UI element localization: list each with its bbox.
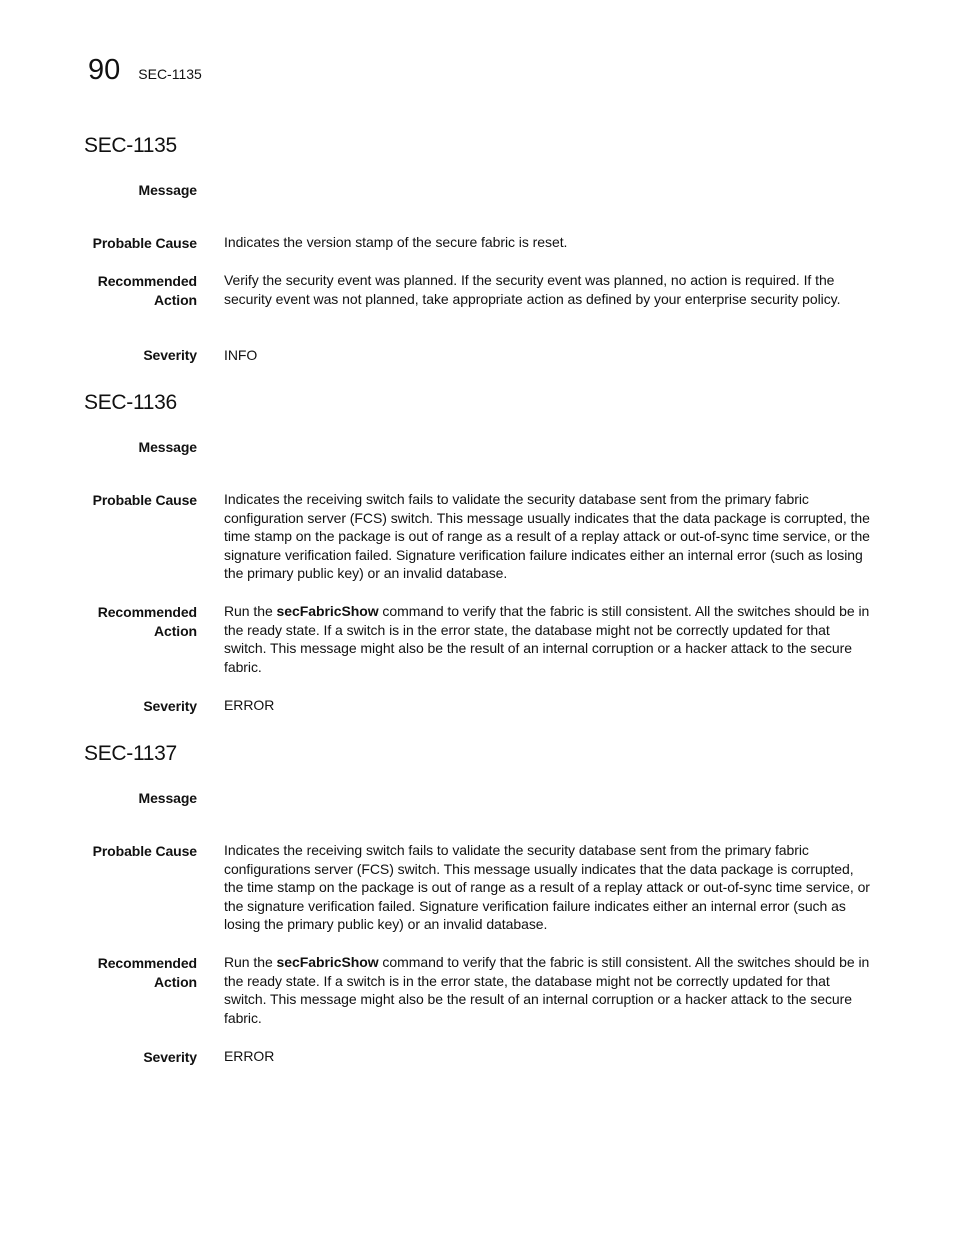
probable-cause-text: Indicates the receiving switch fails to validate the security database sent from the primary fabric configurations server (FCS) switch. This message usually indicates that the data package is corrupted, the time stamp on the package is out of range as a result of a replay attack or out-of-sync time service, or the signature verification failed. Signature verification failure indicates either an internal error (such as losing the primary public key) or an invalid database. (224, 842, 870, 933)
probable-cause-label: Probable Cause (92, 843, 197, 859)
probable-cause-label: Probable Cause (92, 492, 197, 508)
severity-value: INFO (224, 347, 258, 363)
probable-cause-label: Probable Cause (92, 235, 197, 251)
message-label: Message (138, 790, 197, 806)
recommended-action-text (224, 953, 874, 1027)
page-number: 90 (88, 54, 121, 86)
probable-cause-text: Indicates the receiving switch fails to validate the security database sent from the primary fabric configuration server (FCS) switch. This message usually indicates that the data package is corrupted, the time stamp on the package is out of range as a result of a replay attack or out-of-sync time service, or the signature verification failed. Signature verification failure indicates either an internal error (such as losing the primary public key) or an invalid database. (224, 491, 870, 582)
message-label: Message (138, 182, 197, 198)
running-title: SEC-1135 (138, 66, 202, 82)
action-text-after: command to verify that the fabric is still consistent. All the switches should be in the ready state. If a switch is in the error state, the database might not be correctly updated for that switch. This message might also be the result of an internal corruption or a hacker attack to the secure fabric. (224, 603, 870, 675)
severity-label: Severity (143, 1049, 197, 1065)
recommended-action-label (60, 272, 197, 309)
recommended-action-label-line2: Action (154, 622, 197, 639)
recommended-action-label-line1: Recommended (97, 604, 197, 620)
probable-cause-text: Indicates the version stamp of the secure fabric is reset. (224, 234, 568, 250)
recommended-action-label (60, 954, 197, 991)
severity-label: Severity (143, 698, 197, 714)
recommended-action-label-line1: Recommended (97, 273, 197, 289)
page-header (88, 52, 202, 88)
recommended-action-label-line2: Action (154, 291, 197, 308)
action-text-after: command to verify that the fabric is still consistent. All the switches should be in the ready state. If a switch is in the error state, the database might not be correctly updated for that switch. This message might also be the result of an internal corruption or a hacker attack to the secure fabric. (224, 954, 870, 1026)
recommended-action-label (60, 603, 197, 640)
command-name: secFabricShow (276, 603, 379, 619)
section-title: SEC-1136 (84, 391, 177, 414)
severity-value: ERROR (224, 1048, 275, 1064)
severity-value: ERROR (224, 697, 275, 713)
action-text-before: Run the (224, 954, 277, 970)
recommended-action-label-line2: Action (154, 973, 197, 990)
message-label: Message (138, 439, 197, 455)
severity-label: Severity (143, 347, 197, 363)
section-title: SEC-1137 (84, 742, 177, 765)
section-title: SEC-1135 (84, 134, 177, 157)
recommended-action-label-line1: Recommended (97, 955, 197, 971)
command-name: secFabricShow (276, 954, 379, 970)
recommended-action-text: Verify the security event was planned. If the security event was planned, no action is required. If the security event was not planned, take appropriate action as defined by your enterprise security policy. (224, 272, 841, 307)
recommended-action-text (224, 602, 874, 676)
action-text-before: Run the (224, 603, 277, 619)
